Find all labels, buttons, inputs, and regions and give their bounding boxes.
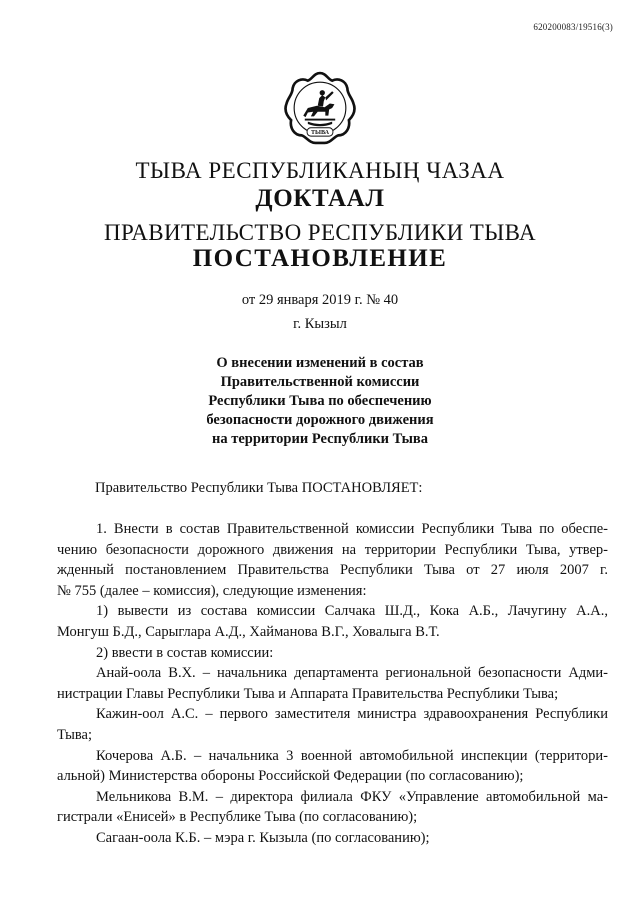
body-paragraph (57, 746, 608, 787)
subject-line: О внесении изменений в состав (216, 355, 424, 371)
document-body (57, 519, 608, 849)
preamble: Правительство Республики Тыва ПОСТАНОВЛЯЕТ: (95, 480, 423, 496)
body-paragraph (57, 704, 608, 745)
tuva-emblem-icon (282, 70, 358, 146)
body-line: № 755 (далее – комиссия), следующие изменения: (57, 582, 367, 599)
body-line: Мельникова В.М. – директора филиала ФКУ «Управление автомобильной ма- (96, 788, 608, 805)
subject-line: безопасности дорожного движения (206, 412, 434, 428)
tuvan-government-title: ТЫВА РЕСПУБЛИКАНЫҢ ЧАЗАА (135, 158, 505, 183)
subject-line: на территории Республики Тыва (211, 431, 429, 447)
body-line: 1. Внести в состав Правительственной комиссии Республики Тыва по обеспе- (96, 521, 608, 537)
subject-line: Правительственной комиссии (220, 374, 420, 390)
body-line: 2) ввести в состав комиссии: (96, 644, 274, 661)
body-paragraph (57, 828, 608, 849)
document-city: г. Кызыл (293, 316, 347, 332)
body-line: Кочерова А.Б. – начальника 3 военной автомобильной инспекции (территори- (96, 747, 608, 764)
russian-document-kind: ПОСТАНОВЛЕНИЕ (192, 245, 448, 272)
body-paragraph (57, 601, 608, 642)
body-line: нистрации Главы Республики Тыва и Аппарата Правительства Республики Тыва; (57, 685, 559, 702)
russian-government-title: ПРАВИТЕЛЬСТВО РЕСПУБЛИКИ ТЫВА (104, 220, 536, 245)
subject-line: Республики Тыва по обеспечению (208, 393, 432, 409)
body-line: гистрали «Енисей» в Республике Тыва (по согласованию); (57, 809, 418, 826)
emblem-seal-text: ТЫВА (310, 130, 330, 137)
body-paragraph (57, 787, 608, 828)
document-subject (170, 354, 470, 449)
body-line: чению безопасности дорожного движения на территории Республики Тыва, утвер- (57, 541, 608, 558)
body-line: жденный постановлением Правительства Республики Тыва от 27 июля 2007 г. (57, 562, 608, 579)
body-line: альной) Министерства обороны Российской Федерации (по согласованию); (57, 768, 524, 785)
body-paragraph (57, 519, 608, 601)
body-paragraph (57, 663, 608, 704)
document-date-number: от 29 января 2019 г. № 40 (241, 292, 399, 308)
body-line: Тыва; (57, 726, 92, 743)
body-paragraph (57, 643, 608, 664)
body-line: Анай-оола В.Х. – начальника департамента региональной безопасности Адми- (96, 665, 608, 682)
tuvan-document-kind: ДОКТААЛ (255, 185, 385, 212)
body-line: 1) вывести из состава комиссии Салчака Ш.Д., Кока А.Б., Лачугину А.А., (96, 603, 608, 620)
body-line: Сагаан-оола К.Б. – мэра г. Кызыла (по согласованию); (96, 829, 430, 846)
document-id: 620200083/19516(3) (533, 22, 613, 32)
body-line: Монгуш Б.Д., Сарыглара А.Д., Хайманова В.Г., Ховалыга В.Т. (57, 623, 440, 640)
body-line: Кажин-оол А.С. – первого заместителя министра здравоохранения Республики (96, 706, 608, 723)
